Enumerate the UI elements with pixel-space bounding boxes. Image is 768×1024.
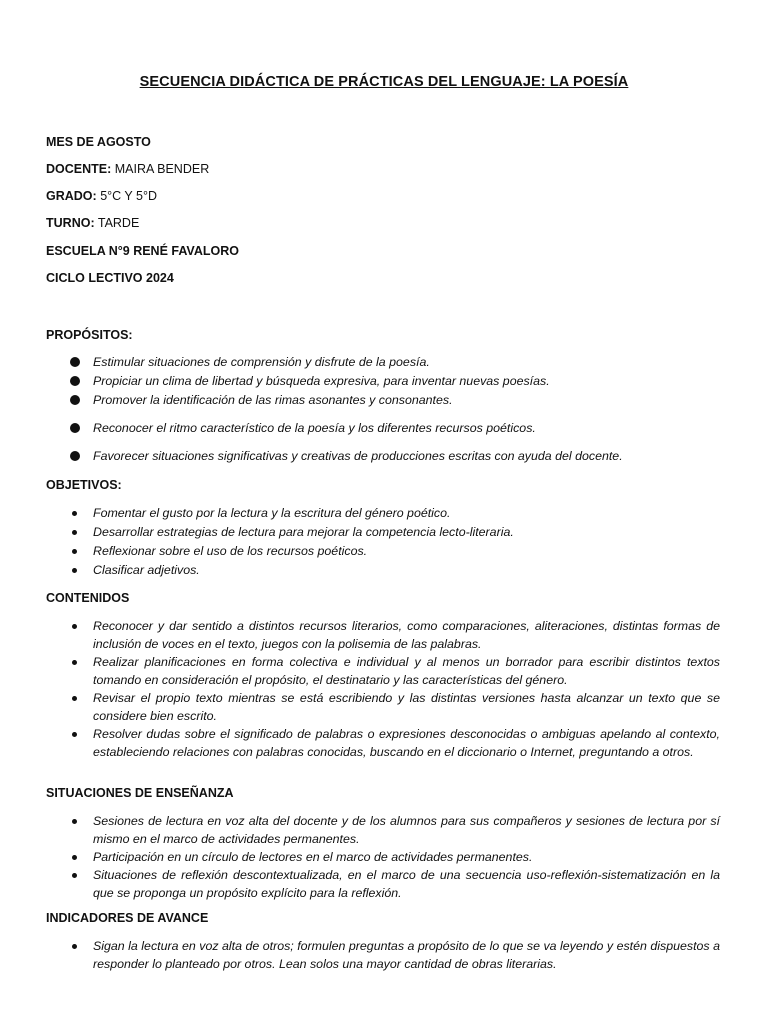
bullet-icon <box>70 451 80 461</box>
bullet-icon <box>72 696 77 701</box>
purposes-heading: PROPÓSITOS: <box>46 328 133 342</box>
list-item: Desarrollar estrategias de lectura para mejorar la competencia lecto-literaria. <box>46 523 720 541</box>
teacher-value: MAIRA BENDER <box>114 162 210 176</box>
bullet-icon <box>72 511 77 516</box>
bullet-icon <box>72 568 77 573</box>
list-item: Sesiones de lectura en voz alta del docente y de los alumnos para sus compañeros y sesiones de lectura por sí mismo en el marco de actividades permanentes. <box>46 812 720 848</box>
list-item: Reflexionar sobre el uso de los recursos poéticos. <box>46 542 720 560</box>
bullet-icon <box>70 395 80 405</box>
list-item: Realizar planificaciones en forma colectiva e individual y al menos un borrador para escribir distintos textos tomando en consideración el propósito, el destinatario y las características del género. <box>46 653 720 689</box>
school-year-line: CICLO LECTIVO 2024 <box>46 271 174 285</box>
list-item: Reconocer y dar sentido a distintos recursos literarios, como comparaciones, aliteraciones, distintas formas de inclusión de voces en el texto, juegos con la polisemia de las palabras. <box>46 617 720 653</box>
contents-list <box>46 617 720 761</box>
purposes-list <box>46 353 720 465</box>
bullet-icon <box>72 530 77 535</box>
list-item: Propiciar un clima de libertad y búsqueda expresiva, para inventar nuevas poesías. <box>46 372 720 390</box>
bullet-icon <box>72 944 77 949</box>
bullet-icon <box>72 624 77 629</box>
teacher-label: DOCENTE: <box>46 162 112 176</box>
list-item: Promover la identificación de las rimas asonantes y consonantes. <box>46 391 720 409</box>
objectives-heading: OBJETIVOS: <box>46 478 122 492</box>
grade-value: 5°C Y 5°D <box>100 189 157 203</box>
shift-label: TURNO: <box>46 216 95 230</box>
shift-value: TARDE <box>97 216 140 230</box>
school-line: ESCUELA N°9 RENÉ FAVALORO <box>46 244 239 258</box>
progress-indicators-heading: INDICADORES DE AVANCE <box>46 911 209 925</box>
bullet-icon <box>70 376 80 386</box>
bullet-icon <box>70 423 80 433</box>
list-item: Situaciones de reflexión descontextualizada, en el marco de una secuencia uso-reflexión-sistematización en la que se proponga un propósito explícito para la reflexión. <box>46 866 720 902</box>
bullet-icon <box>70 357 80 367</box>
bullet-icon <box>72 549 77 554</box>
grade-line <box>46 189 157 203</box>
bullet-icon <box>72 855 77 860</box>
progress-indicators-list <box>46 937 720 973</box>
bullet-icon <box>72 819 77 824</box>
teaching-situations-heading: SITUACIONES DE ENSEÑANZA <box>46 786 234 800</box>
list-item: Sigan la lectura en voz alta de otros; formulen preguntas a propósito de lo que se va leyendo y estén dispuestos a responder lo planteado por otros. Lean solos una mayor cantidad de obras literarias. <box>46 937 720 973</box>
list-item: Estimular situaciones de comprensión y disfrute de la poesía. <box>46 353 720 371</box>
bullet-icon <box>72 660 77 665</box>
teaching-situations-list <box>46 812 720 902</box>
grade-label: GRADO: <box>46 189 97 203</box>
teacher-line <box>46 162 209 176</box>
objectives-list <box>46 504 720 579</box>
list-item: Clasificar adjetivos. <box>46 561 720 579</box>
list-item: Fomentar el gusto por la lectura y la escritura del género poético. <box>46 504 720 522</box>
list-item: Revisar el propio texto mientras se está escribiendo y las distintas versiones hasta alcanzar un texto que se considere bien escrito. <box>46 689 720 725</box>
list-item: Resolver dudas sobre el significado de palabras o expresiones desconocidas o ambiguas apelando al contexto, estableciendo relaciones con palabras conocidas, buscando en el diccionario o Internet, preguntando a otros. <box>46 725 720 761</box>
bullet-icon <box>72 732 77 737</box>
document-title: SECUENCIA DIDÁCTICA DE PRÁCTICAS DEL LENGUAJE: LA POESÍA <box>139 74 629 90</box>
contents-heading: CONTENIDOS <box>46 591 130 605</box>
bullet-icon <box>72 873 77 878</box>
list-item: Reconocer el ritmo característico de la poesía y los diferentes recursos poéticos. <box>46 419 720 437</box>
month-line: MES DE AGOSTO <box>46 135 151 149</box>
list-item: Favorecer situaciones significativas y creativas de producciones escritas con ayuda del docente. <box>46 447 720 465</box>
list-item: Participación en un círculo de lectores en el marco de actividades permanentes. <box>46 848 720 866</box>
shift-line <box>46 216 139 230</box>
